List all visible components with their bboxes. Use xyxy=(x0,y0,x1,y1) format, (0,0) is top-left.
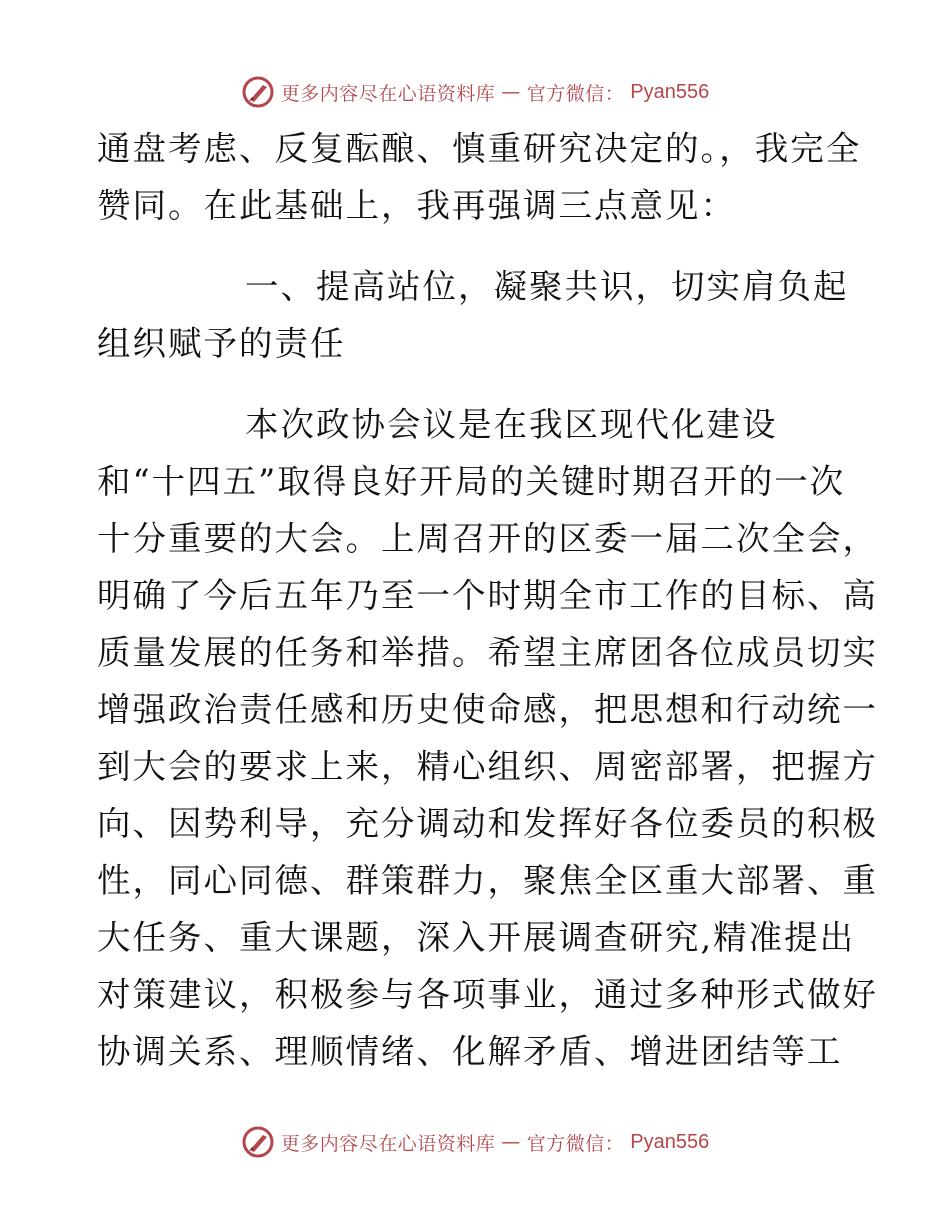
text-line: 赞同。在此基础上，我再强调三点意见： xyxy=(97,186,736,225)
text-line: 和“十四五”取得良好开局的关键时期召开的一次 xyxy=(97,462,846,501)
quill-pen-logo-icon xyxy=(241,1125,275,1159)
watermark-brand-text: 更多内容尽在心语资料库 xyxy=(280,1132,496,1155)
heading-line: 一、提高站位，凝聚共识，切实肩负起 xyxy=(245,267,849,306)
footer-watermark xyxy=(0,1122,950,1162)
text-line: 通盘考虑、反复酝酿、慎重研究决定的。，我完全 xyxy=(97,129,862,168)
header-watermark xyxy=(0,72,950,112)
text-line: 性，同心同德、群策群力，聚焦全区重大部署、重 xyxy=(97,861,878,900)
text-line: 向、因势利导，充分调动和发挥好各位委员的积极 xyxy=(97,804,878,843)
quill-pen-logo-icon xyxy=(241,75,275,109)
watermark-brand-text: 更多内容尽在心语资料库 xyxy=(280,82,496,105)
paragraph-1 xyxy=(97,120,862,234)
watermark-wechat-id: Pyan556 xyxy=(630,80,710,103)
document-body xyxy=(97,120,878,1080)
watermark-official-label: 官方微信： xyxy=(526,82,625,105)
watermark-official-label: 官方微信： xyxy=(526,1132,625,1155)
text-line: 十分重要的大会。上周召开的区委一届二次全会， xyxy=(97,519,878,558)
text-line: 大任务、重大课题，深入开展调查研究,精准提出 xyxy=(97,918,856,957)
text-line: 明确了今后五年乃至一个时期全市工作的目标、高 xyxy=(97,576,878,615)
section-heading-1 xyxy=(97,258,857,372)
watermark-separator: — xyxy=(501,1131,521,1153)
text-line: 对策建议，积极参与各项事业，通过多种形式做好 xyxy=(97,975,878,1014)
watermark-wechat-id: Pyan556 xyxy=(630,1130,710,1153)
text-line: 本次政协会议是在我区现代化建设 xyxy=(245,405,778,444)
text-line: 到大会的要求上来，精心组织、周密部署，把握方 xyxy=(97,747,878,786)
text-line: 质量发展的任务和举措。希望主席团各位成员切实 xyxy=(97,633,878,672)
heading-line: 组织赋予的责任 xyxy=(97,324,346,363)
paragraph-2 xyxy=(97,396,878,1080)
watermark-separator: — xyxy=(501,81,521,103)
text-line: 增强政治责任感和历史使命感，把思想和行动统一 xyxy=(97,690,878,729)
text-line: 协调关系、理顺情绪、化解矛盾、增进团结等工 xyxy=(97,1032,843,1071)
